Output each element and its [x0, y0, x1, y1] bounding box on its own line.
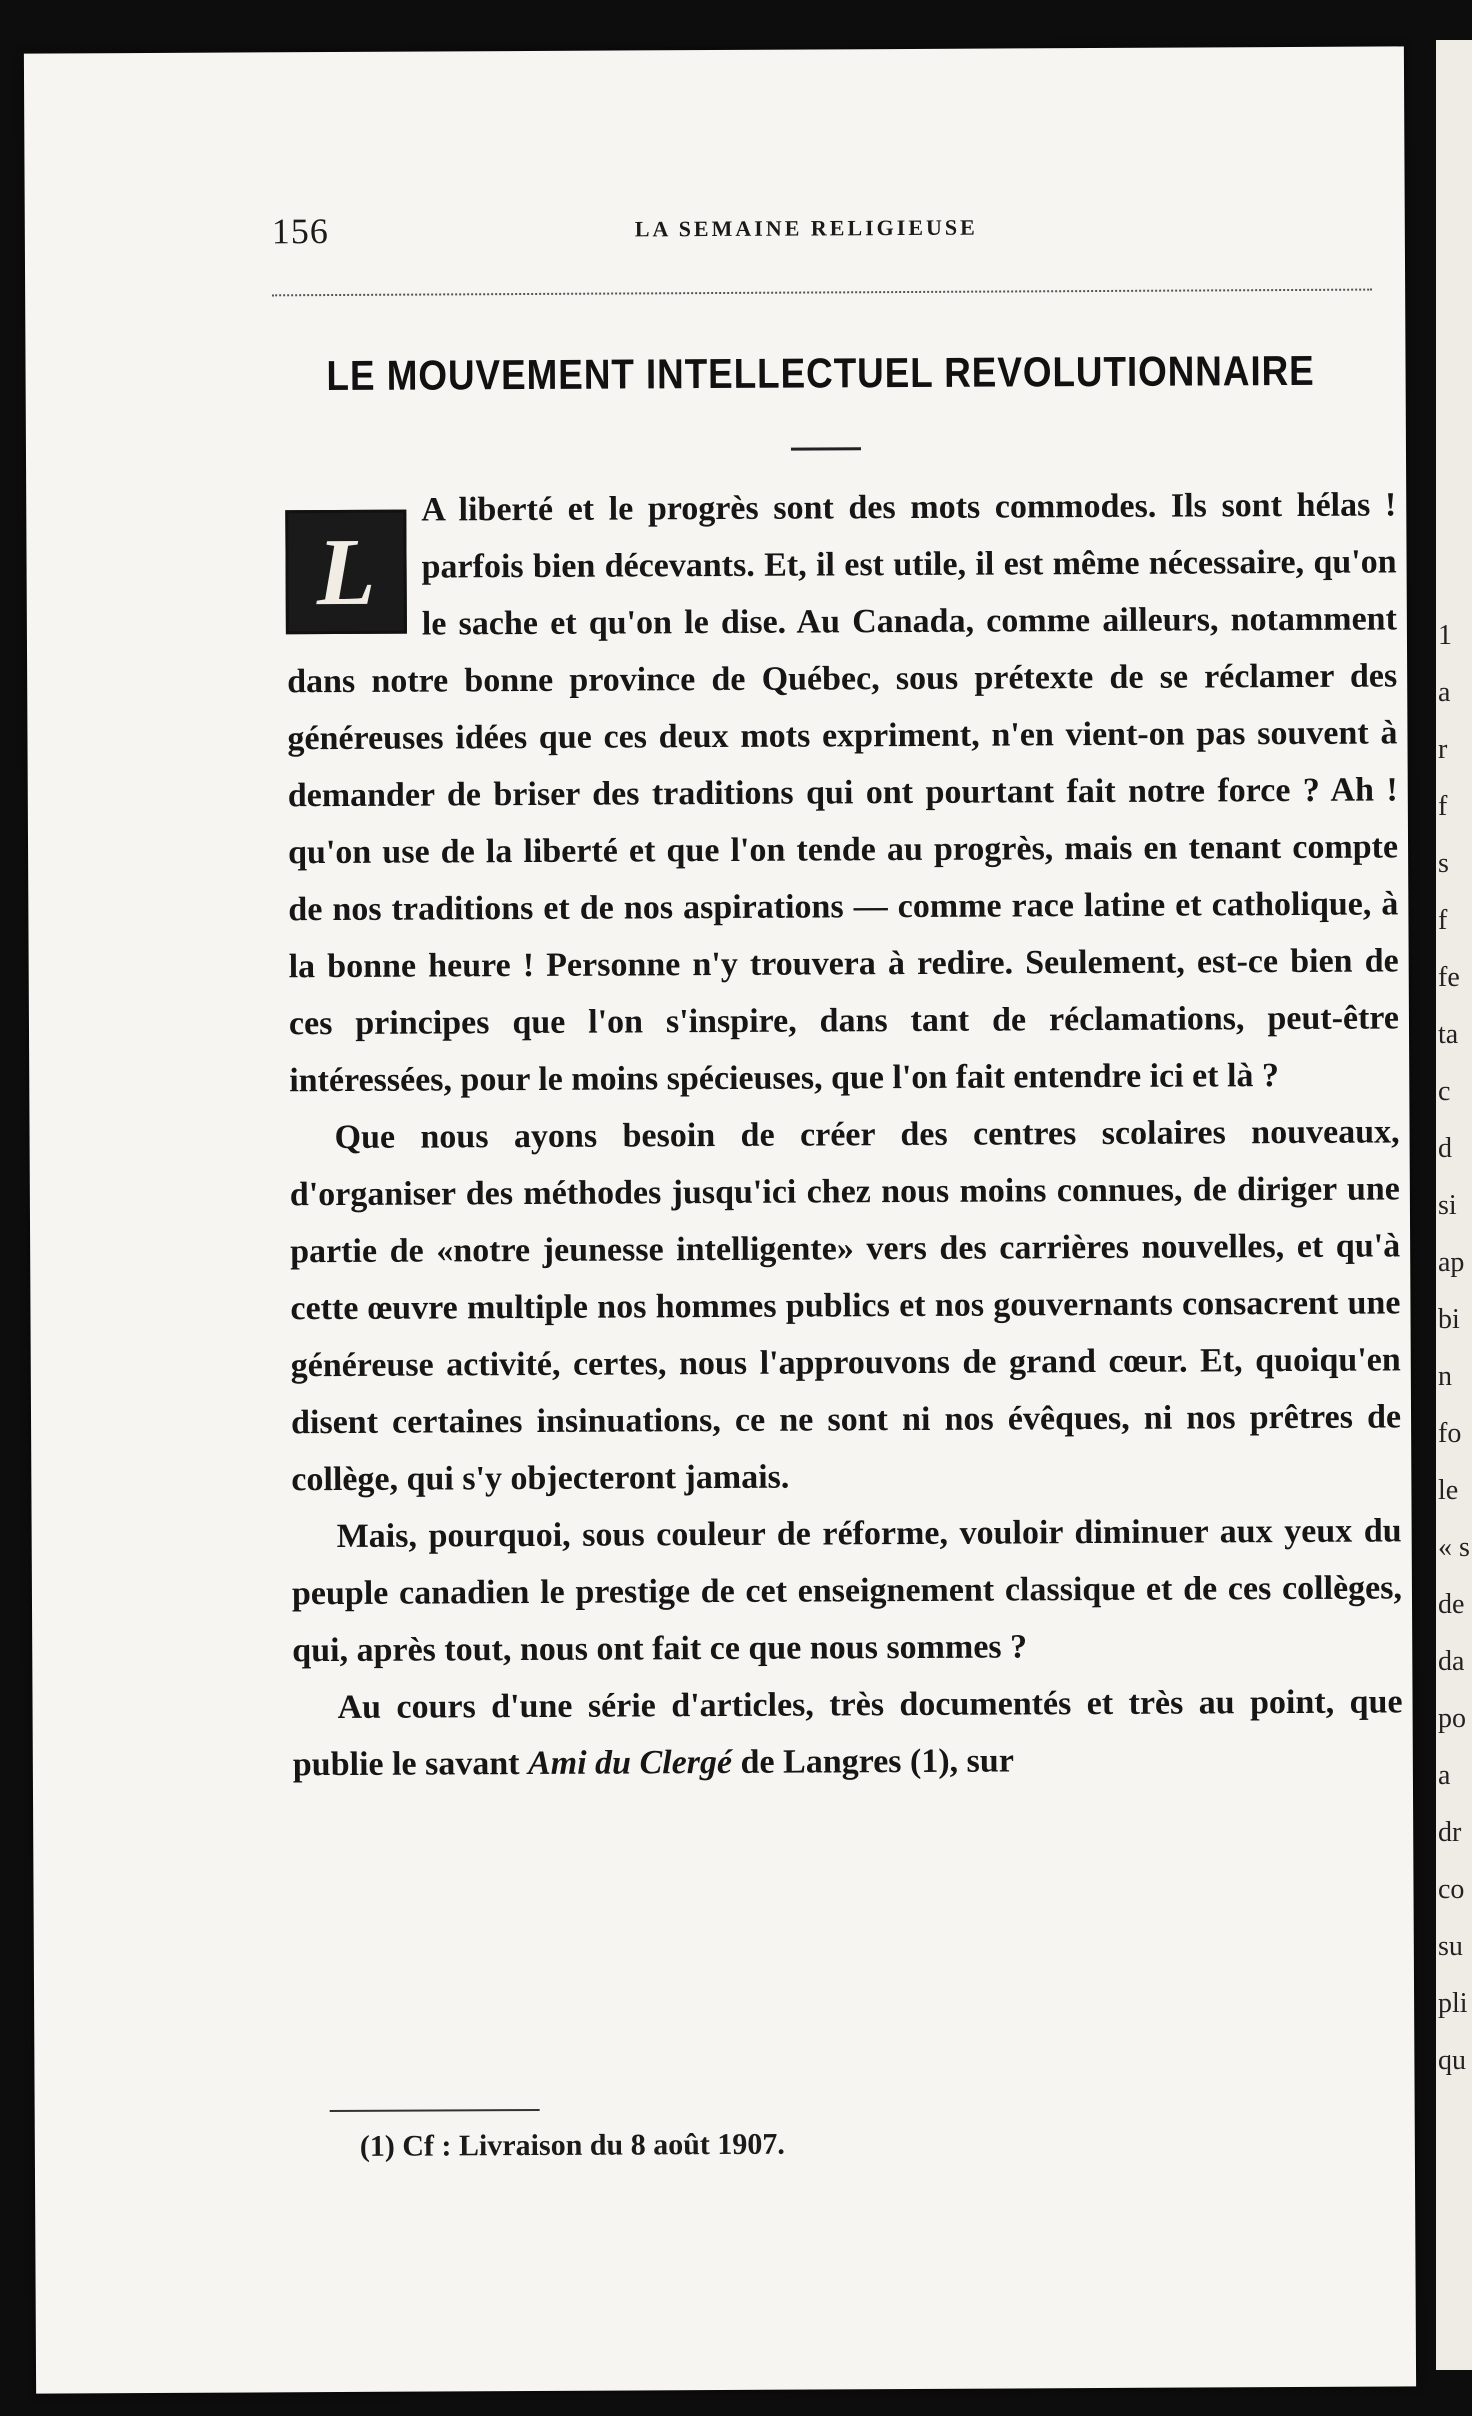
- adjacent-page-fragment: ta: [1438, 1019, 1459, 1050]
- adjacent-page-fragment: co: [1438, 1874, 1465, 1905]
- page-content: [239, 46, 1403, 2163]
- adjacent-page-fragment: ap: [1438, 1247, 1465, 1278]
- adjacent-page-fragment: de: [1438, 1589, 1465, 1620]
- adjacent-page-fragment: c: [1438, 1076, 1451, 1107]
- title-divider: [791, 447, 861, 450]
- paragraph-4: [292, 1673, 1403, 1793]
- adjacent-page-fragment: 1: [1438, 620, 1452, 651]
- page-number: 156: [271, 211, 329, 252]
- footnote-divider: [330, 2109, 540, 2112]
- paragraph-4-end: de Langres (1), sur: [740, 1742, 1014, 1781]
- header-divider: [272, 289, 1372, 297]
- adjacent-page-fragment: f: [1438, 791, 1448, 822]
- article-body: [286, 476, 1403, 1793]
- adjacent-page-fragment: d: [1438, 1133, 1452, 1164]
- adjacent-page-fragment: dr: [1438, 1817, 1462, 1848]
- document-page: [24, 46, 1416, 2393]
- adjacent-page-fragment: da: [1438, 1646, 1465, 1677]
- adjacent-page-fragment: fo: [1438, 1418, 1462, 1449]
- adjacent-page-fragment: po: [1438, 1703, 1466, 1734]
- paragraph-4-start: Au cours d'une série d'articles, très documentés et très au point, que publie le savant: [292, 1683, 1403, 1784]
- adjacent-page-fragment: bi: [1438, 1304, 1460, 1335]
- paragraph-3: Mais, pourquoi, sous couleur de réforme, vouloir diminuer aux yeux du peuple canadien le prestige de cet enseignement classique et de ces collèges, qui, après tout, nous ont fait ce que nous sommes ?: [291, 1512, 1403, 1670]
- paragraph-1: A liberté et le progrès sont des mots commodes. Ils sont hélas ! parfois bien décevants. Et, il est utile, il est même nécessaire, qu'on le sache et qu'on le dise. Au Canada, comme ailleurs, notamment dans notre bonne province de Québec, sous prétexte de se réclamer des généreuses idées que ces deux mots expriment, n'en vient-on pas souvent à demander de briser des traditions qui ont pourtant fait notre force ? Ah ! qu'on use de la liberté et que l'on tende au progrès, mais en tenant compte de nos traditions et de nos aspirations — comme race latine et catholique, à la bonne heure ! Personne n'y trouvera à redire. Seulement, est-ce bien de ces principes que l'on s'inspire, dans tant de réclamations, peut-être intéressées, pour le moins spécieuses, que l'on fait entendre ici et là ?: [287, 486, 1400, 1100]
- running-title: LA SEMAINE RELIGIEUSE: [634, 214, 978, 242]
- drop-cap-letter: L: [316, 517, 376, 626]
- paragraph-2: Que nous ayons besoin de créer des centres scolaires nouveaux, d'organiser des méthodes jusqu'ici chez nous moins connues, de diriger une partie de «notre jeunesse intelligente» vers des carrières nouvelles, et qu'à cette œuvre multiple nos hommes publics et nos gouvernants consacrent une généreuse activité, certes, nous l'approuvons de grand cœur. Et, quoiqu'en disent certaines insinuations, ce ne sont ni nos évêques, ni nos prêtres de collège, qui s'y objecteront jamais.: [289, 1113, 1402, 1499]
- adjacent-page-fragment: a: [1438, 677, 1451, 708]
- adjacent-page-fragment: si: [1438, 1190, 1457, 1221]
- adjacent-page-fragment: f: [1438, 905, 1448, 936]
- adjacent-page-fragment: « s: [1438, 1532, 1470, 1563]
- footnote: (1) Cf : Livraison du 8 août 1907.: [359, 2127, 785, 2163]
- adjacent-page-fragment: pli: [1438, 1988, 1468, 2019]
- page-header: [240, 205, 1370, 251]
- adjacent-page-fragment: a: [1438, 1760, 1451, 1791]
- adjacent-page-edge: [1436, 40, 1472, 2370]
- adjacent-page-fragment: su: [1438, 1931, 1463, 1962]
- adjacent-page-fragment: s: [1438, 848, 1449, 879]
- adjacent-page-fragment: qu: [1438, 2045, 1466, 2076]
- adjacent-page-fragment: le: [1438, 1475, 1459, 1506]
- adjacent-page-fragment: r: [1438, 734, 1448, 765]
- article-title: LE MOUVEMENT INTELLECTUEL REVOLUTIONNAIRE: [326, 346, 1315, 400]
- adjacent-page-fragment: fe: [1438, 962, 1460, 993]
- adjacent-page-fragment: n: [1438, 1361, 1452, 1392]
- journal-name: Ami du Clergé: [527, 1743, 733, 1783]
